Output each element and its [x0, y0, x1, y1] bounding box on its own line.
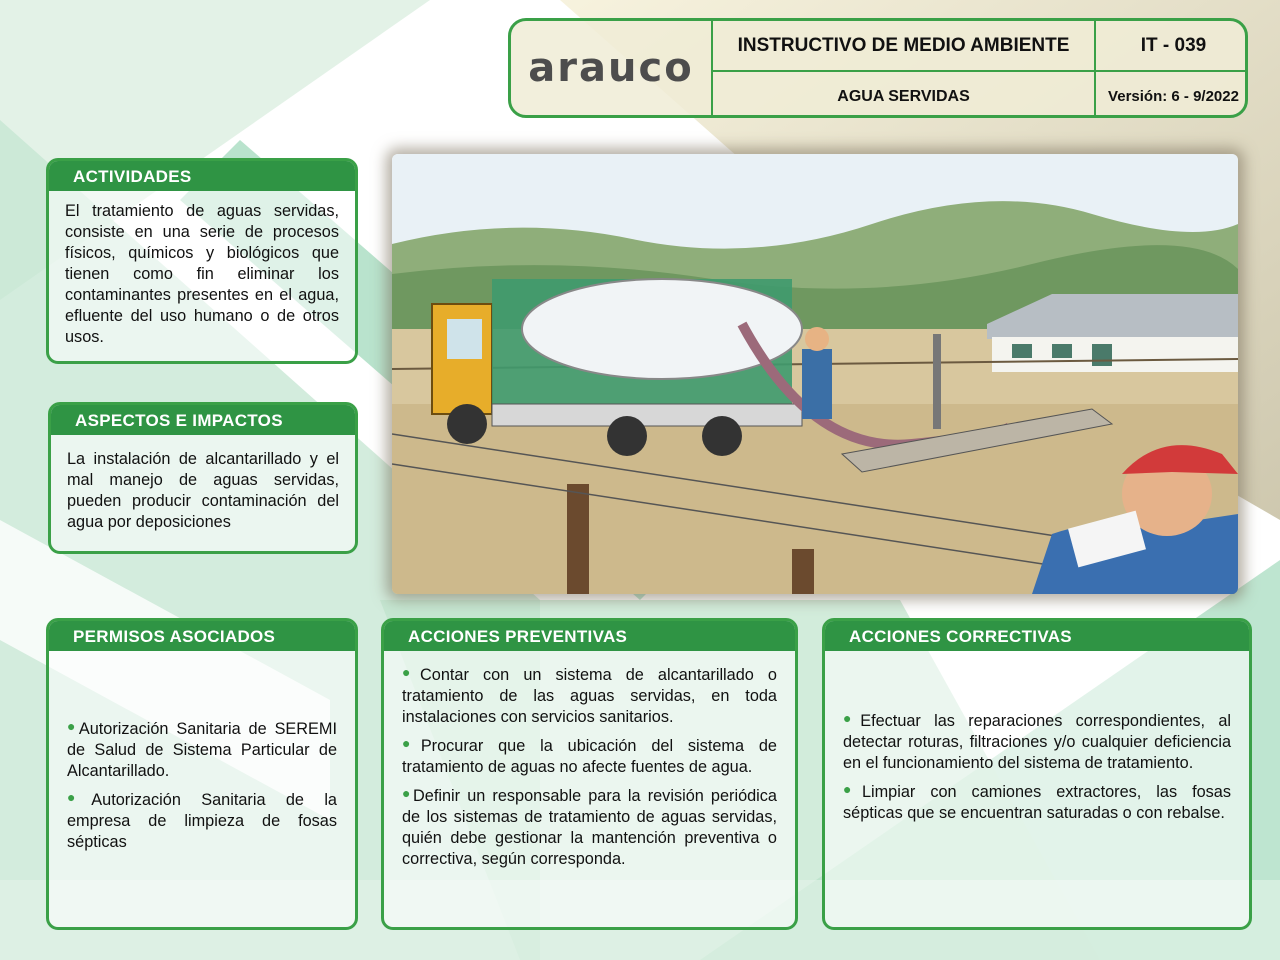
permiso-item: [67, 719, 337, 782]
preventiva-item-text: Contar con un sistema de alcantarillado o tratamiento de las aguas servidas, en toda instalaciones con servicios sanitarios.: [402, 666, 777, 726]
correctiva-item-text: Efectuar las reparaciones correspondientes, al detectar roturas, filtraciones y/o cualquier deficiencia en el funcionamiento del sistema de tratamiento.: [843, 712, 1231, 772]
preventiva-item: [402, 736, 777, 778]
actividades-panel: [46, 158, 358, 364]
correctivas-panel: [822, 618, 1252, 930]
document-title: INSTRUCTIVO DE MEDIO AMBIENTE: [737, 34, 1070, 56]
aspectos-panel: [48, 402, 358, 554]
document-code: IT - 039: [1140, 34, 1207, 56]
document-version: Versión: 6 - 9/2022: [1108, 88, 1239, 105]
aspectos-text: La instalación de alcantarillado y el mal manejo de aguas servidas, pueden producir contaminación del agua por deposiciones: [67, 450, 339, 531]
actividades-text: El tratamiento de aguas servidas, consiste en una serie de procesos físicos, químicos y biológicos que tienen como fin eliminar los contaminantes presentes en el agua, efluente del uso humano o de otros usos.: [65, 202, 339, 346]
bullet-icon: ●: [843, 710, 861, 726]
preventiva-item-text: Procurar que la ubicación del sistema de tratamiento de aguas no afecte fuentes de agua.: [402, 737, 777, 776]
actividades-title: ACTIVIDADES: [49, 161, 355, 191]
correctivas-title: ACCIONES CORRECTIVAS: [825, 621, 1249, 651]
bullet-icon: ●: [402, 664, 421, 680]
preventiva-item: [402, 665, 777, 728]
permisos-title: PERMISOS ASOCIADOS: [49, 621, 355, 651]
preventiva-item: [402, 786, 777, 870]
permisos-panel: [46, 618, 358, 930]
permiso-item: [67, 790, 337, 853]
bullet-icon: ●: [402, 785, 414, 801]
illustration-drawing: [392, 154, 1238, 594]
preventivas-panel: [381, 618, 798, 930]
preventiva-item-text: Definir un responsable para la revisión periódica de los sistemas de tratamiento de aguas servidas, quién debe gestionar la mantención preventiva o correctiva, según corresponda.: [402, 787, 777, 868]
document-header: [508, 18, 1248, 118]
bullet-icon: ●: [402, 735, 421, 751]
permiso-item-text: Autorización Sanitaria de la empresa de limpieza de fosas sépticas: [67, 791, 337, 851]
arauco-logo: [511, 21, 711, 115]
preventivas-title: ACCIONES PREVENTIVAS: [384, 621, 795, 651]
logo-text: arauco: [528, 45, 694, 91]
correctiva-item: [843, 782, 1231, 824]
wastewater-truck-illustration: [392, 154, 1238, 594]
aspectos-title: ASPECTOS E IMPACTOS: [51, 405, 355, 435]
bullet-icon: ●: [67, 789, 92, 805]
correctiva-item: [843, 711, 1231, 774]
bullet-icon: ●: [67, 718, 79, 734]
permiso-item-text: Autorización Sanitaria de SEREMI de Salud de Sistema Particular de Alcantarillado.: [67, 720, 337, 780]
bullet-icon: ●: [843, 781, 862, 797]
document-subtitle: AGUA SERVIDAS: [837, 87, 970, 105]
correctiva-item-text: Limpiar con camiones extractores, las fosas sépticas que se encuentran saturadas o con rebalse.: [843, 783, 1231, 822]
